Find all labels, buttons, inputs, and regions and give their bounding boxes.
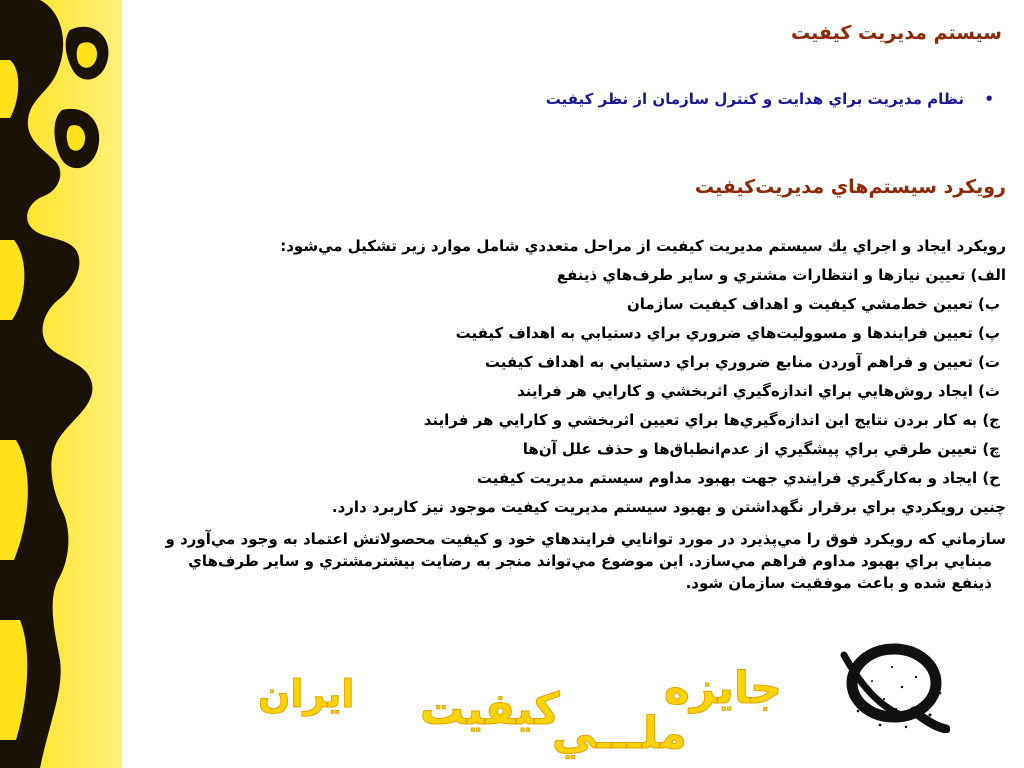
award-word: كيفيت (420, 684, 560, 735)
step-item: چ) تعيين طرقي براي پيشگيري از عدم‌انطباق‌ها و حذف علل آن‌ها (522, 440, 1000, 458)
closing-paragraph-line: مبنايي براي بهبود مداوم فراهم مي‌سازد. اين موضوع مي‌تواند منجر به رضايت بيشترمشتري و ساير طرف‌هاي (188, 552, 992, 570)
step-item: پ) تعيين فرايندها و مسووليت‌هاي ضروري براي دستيابي به اهداف كيفيت (455, 324, 1000, 342)
decorative-sidebar (0, 0, 122, 768)
section-heading: رويكرد سيستم‌هاي مديريت‌كيفيت (694, 176, 1006, 198)
closing-paragraph-line: ذينفع شده و باعث موفقيت سازمان شود. (685, 574, 992, 592)
bullet-list (546, 90, 994, 108)
body-text-block (126, 232, 1006, 594)
step-item: الف) تعيين نيازها و انتظارات مشتري و ساير طرف‌هاي ذينفع (556, 266, 1006, 284)
q-logo-icon (836, 637, 950, 733)
award-word: جايزه (664, 663, 783, 714)
step-item: ت) تعيين و فراهم آوردن منابع ضروري براي دستيابي به اهداف كيفيت (484, 353, 1000, 371)
closing-paragraph (126, 528, 1006, 594)
bullet-text: نظام مديريت براي هدايت و كنترل سازمان از نظر كيفيت (545, 90, 964, 108)
step-item: ج) به كار بردن نتايج اين اندازه‌گيري‌ها براي تعيين اثربخشي و كارايي هر فرايند (423, 411, 1000, 429)
closing-line: چنين رويكردي براي برقرار نگهداشتن و بهبود سيستم مديريت كيفيت موجود نيز كاربرد دارد. (331, 498, 1006, 516)
award-word: ملـــي (552, 708, 687, 759)
award-word: ايران (258, 672, 355, 716)
bullet-marker: • (984, 90, 994, 108)
step-item: ح) ايجاد و به‌كارگيري فرايندي جهت بهبود مداوم سيستم مديريت كيفيت (476, 469, 1000, 487)
step-item: ث) ايجاد روش‌هايي براي اندازه‌گيري اثربخشي و كارايي هر فرايند (517, 382, 1000, 400)
bullet-item (546, 90, 994, 108)
slide-title: سيستم مديريت كيفيت (791, 22, 1002, 44)
closing-paragraph-line: سازماني كه رويكرد فوق را مي‌پذيرد در مورد توانايي فرايندهاي خود و كيفيت محصولاتش اعتماد به وجود مي‌آورد و (165, 530, 1006, 548)
intro-line: رويكرد ايجاد و اجراي يك سيستم مديريت كيفيت از مراحل متعددي شامل موارد زير تشكيل مي‌شود: (280, 237, 1006, 255)
trophy-figure-art (0, 0, 122, 768)
step-item: ب) تعيين خط‌مشي كيفيت و اهداف كيفيت سازمان (626, 295, 1000, 313)
